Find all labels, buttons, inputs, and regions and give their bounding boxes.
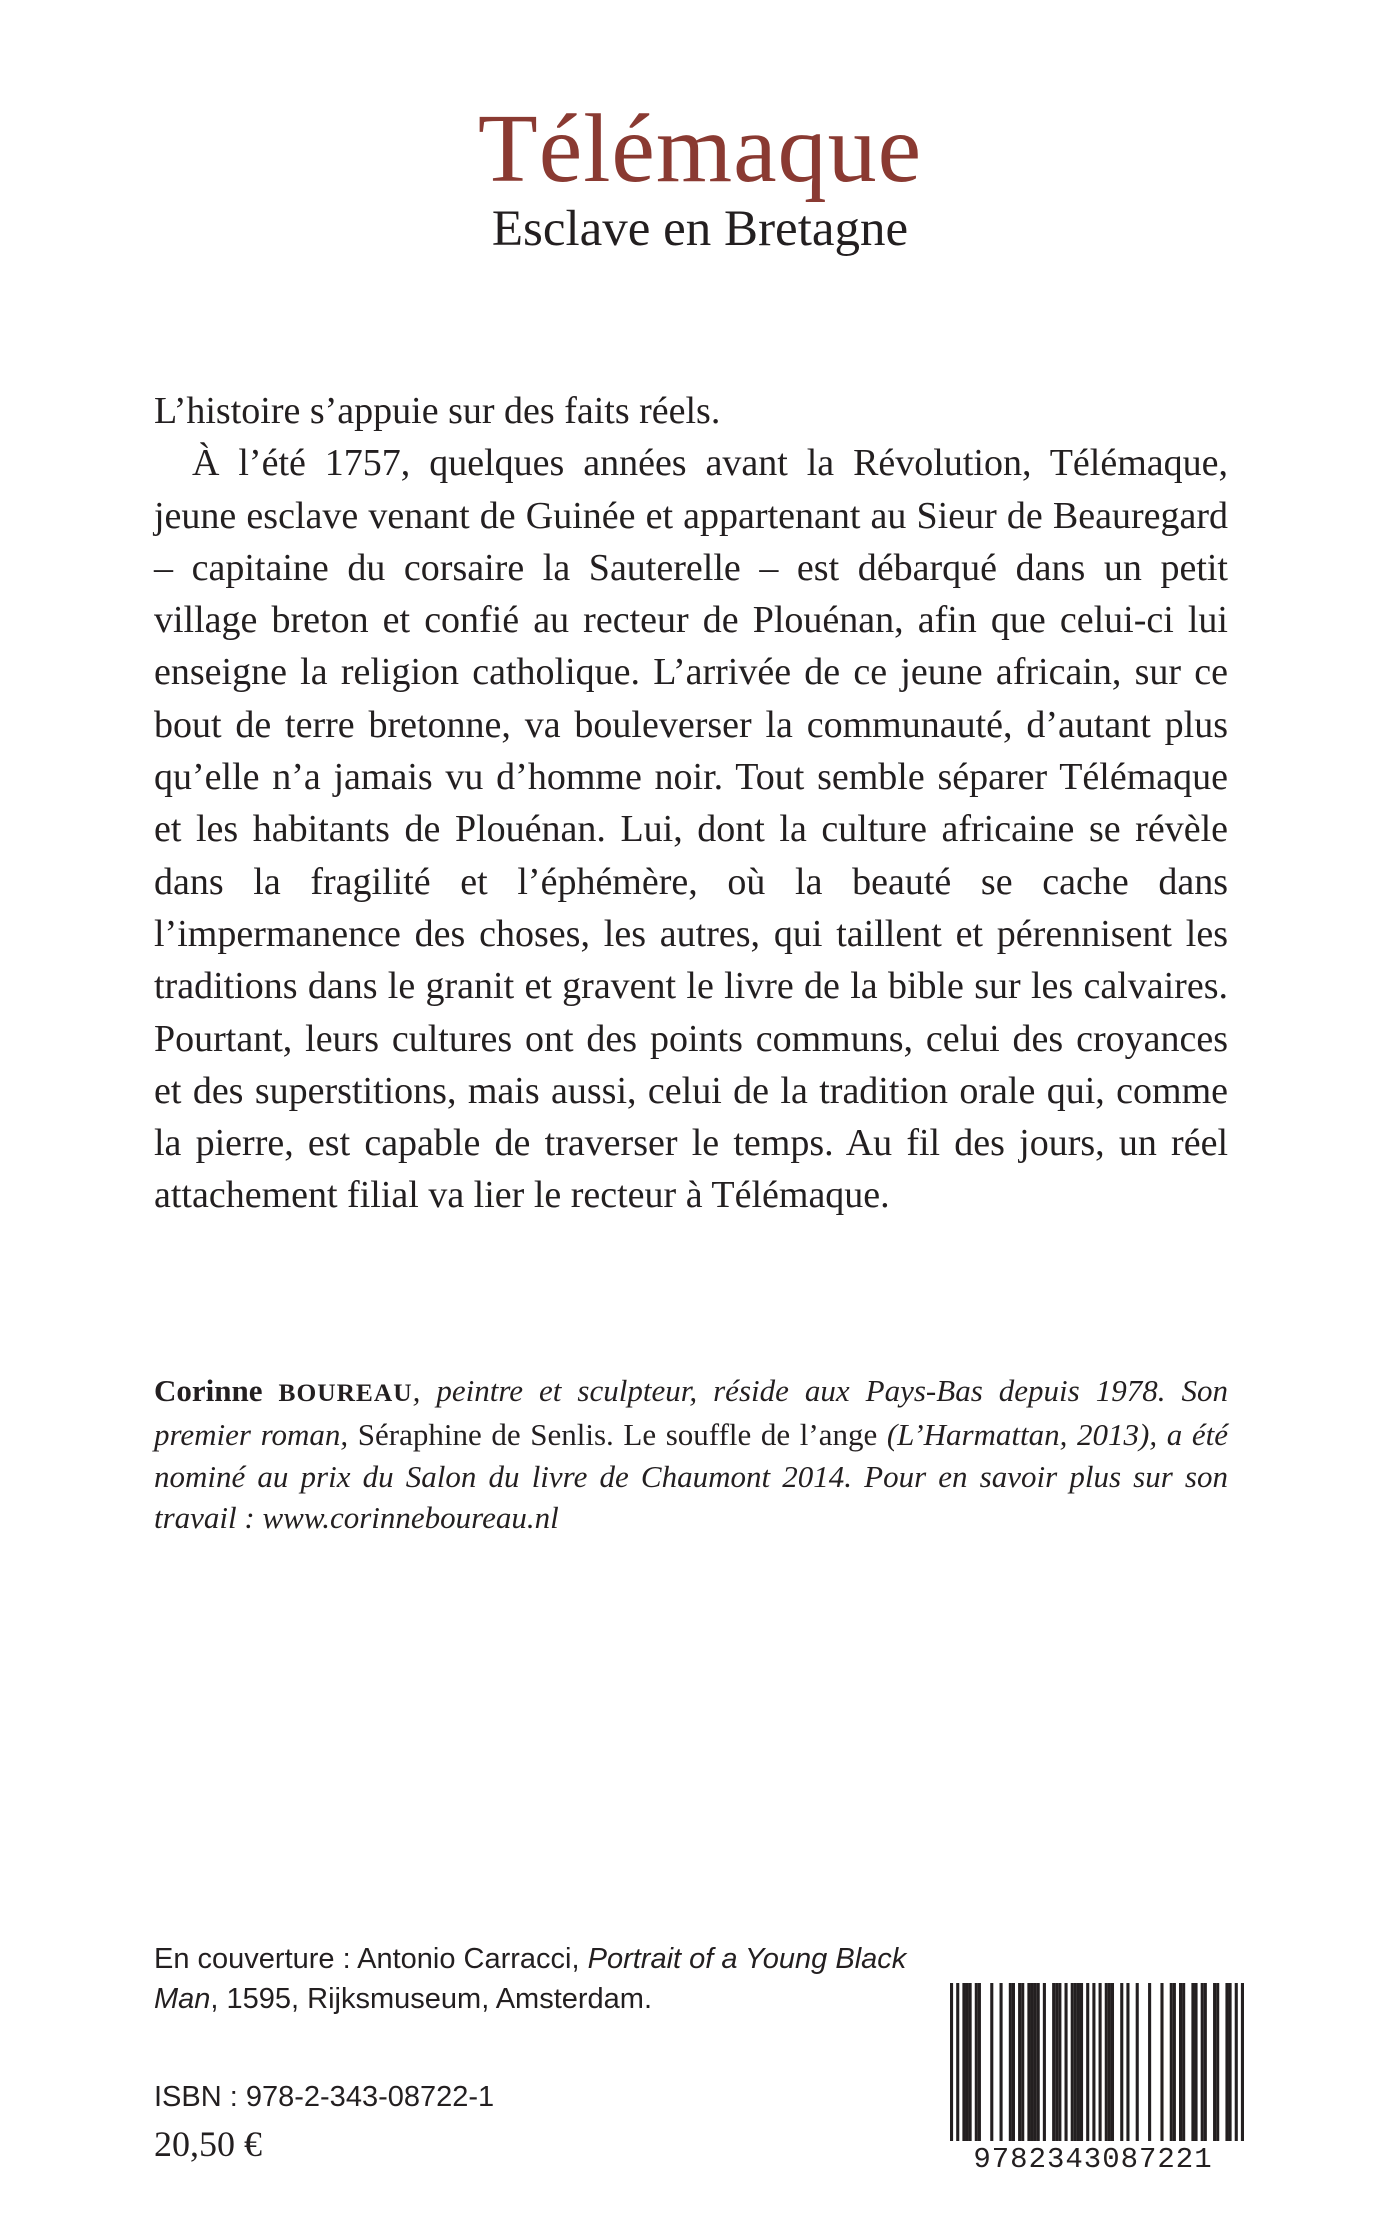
barcode-bar [1099,1983,1102,2141]
barcode-bar [1170,1983,1173,2141]
barcode-bar [1213,1983,1216,2141]
barcode-bar [1108,1983,1111,2141]
credit-prefix: En couverture : Antonio Carracci, [154,1943,588,1975]
barcode-bar [1080,1983,1083,2141]
barcode-bar [1012,1983,1015,2141]
barcode-digits: 9782343087221 [973,2143,1213,2176]
barcode-bar [1030,1983,1033,2141]
barcode-bar [1105,1983,1108,2141]
barcode-bar [1136,1983,1139,2141]
author-first-name: Corinne [154,1373,263,1408]
barcode-bar [1160,1983,1163,2141]
barcode [936,1983,1250,2181]
barcode-bar [1086,1983,1089,2141]
barcode-bar [1077,1983,1080,2141]
book-title: Télémaque [477,95,923,203]
isbn: ISBN : 978-2-343-08722-1 [154,2081,495,2113]
barcode-bar [1052,1983,1055,2141]
barcode-bars [950,1983,1244,2141]
barcode-bar [1092,1983,1095,2141]
barcode-bar [1018,1983,1021,2141]
barcode-bar [1000,1983,1003,2141]
barcode-bar [1229,1983,1232,2141]
barcode-bar [1173,1983,1176,2141]
credit-suffix: , 1595, Rijksmuseum, Amsterdam. [210,1983,653,2015]
barcode-bar [1235,1983,1238,2141]
barcode-bar [1074,1983,1077,2141]
barcode-bar [1058,1983,1061,2141]
barcode-bar [1126,1983,1129,2141]
synopsis-body: À l’été 1757, quelques années avant la Révolution, Télémaque, jeune esclave venant de Guinée et appartenant au Sieur de Beauregard – capitaine du corsaire la Sauterelle – est débarqué dans un petit village breton et confié au recteur de Plouénan, afin que celui-ci lui enseigne la religion catholique. L’arrivée de ce jeune africain, sur ce bout de terre bretonne, va bouleverser la communauté, d’autant plus qu’elle n’a jamais vu d’homme noir. Tout semble séparer Télémaque et les habitants de Plouénan. Lui, dont la culture africaine se révèle dans la fragilité et l’éphémère, où la beauté se cache dans l’impermanence des choses, les autres, qui taillent et pérennisent les traditions dans le granit et gravent le livre de la bible sur les calvaires. Pourtant, leurs cultures ont des points communs, celui des croyances et des superstitions, mais aussi, celui de la tradition orale qui, comme la pierre, est capable de traverser le temps. Au fil des jours, un réel attachement filial va lier le recteur à Télémaque. [154,442,1228,1217]
barcode-bar [965,1983,968,2141]
barcode-bar [978,1983,981,2141]
barcode-bar [1194,1983,1197,2141]
barcode-bar [1111,1983,1114,2141]
barcode-bar [1120,1983,1123,2141]
barcode-bar [969,1983,972,2141]
barcode-bar [1055,1983,1058,2141]
book-subtitle: Esclave en Bretagne [491,201,909,257]
synopsis [154,385,1228,1222]
barcode-bar [1037,1983,1040,2141]
barcode-bar [1034,1983,1037,2141]
barcode-bar [956,1983,959,2141]
barcode-bar [990,1983,993,2141]
barcode-bar [1009,1983,1012,2141]
barcode-bar [1201,1983,1204,2141]
bio-text-1: , peintre et sculpteur, réside aux Pays-Bas depuis 1978. Son premier roman, [154,1373,1228,1453]
barcode-bar [1225,1983,1228,2141]
barcode-bar [1043,1983,1046,2141]
barcode-bar [1179,1983,1182,2141]
barcode-bar [1148,1983,1151,2141]
synopsis-intro: L’histoire s’appuie sur des faits réels. [154,390,721,432]
barcode-bar [1204,1983,1207,2141]
price: 20,50 € [154,2124,262,2164]
barcode-bar [950,1983,953,2141]
barcode-bar [1065,1983,1068,2141]
author-last-name: BOUREAU [278,1379,413,1407]
barcode-bar [1241,1983,1244,2141]
barcode-bar [975,1983,978,2141]
bio-text-2: (L’Harmattan, 2013), a été nominé au prix du Salon du livre de Chaumont 2014. Pour en savoir plus sur son travail : www.corinneboureau.nl [154,1417,1228,1535]
previous-novel-title: Séraphine de Senlis. Le souffle de l’ange [357,1417,878,1453]
author-name [154,1373,413,1408]
barcode-bar [962,1983,965,2141]
barcode-bar [1182,1983,1185,2141]
cover-credit [154,1939,914,2019]
barcode-bar [1191,1983,1194,2141]
artwork-title: Portrait of a Young Black Man [154,1943,907,2015]
author-bio [154,1370,1228,1538]
barcode-bar [1216,1983,1219,2141]
barcode-bar [1021,1983,1024,2141]
barcode-bar [1027,1983,1030,2141]
barcode-bar [1071,1983,1074,2141]
